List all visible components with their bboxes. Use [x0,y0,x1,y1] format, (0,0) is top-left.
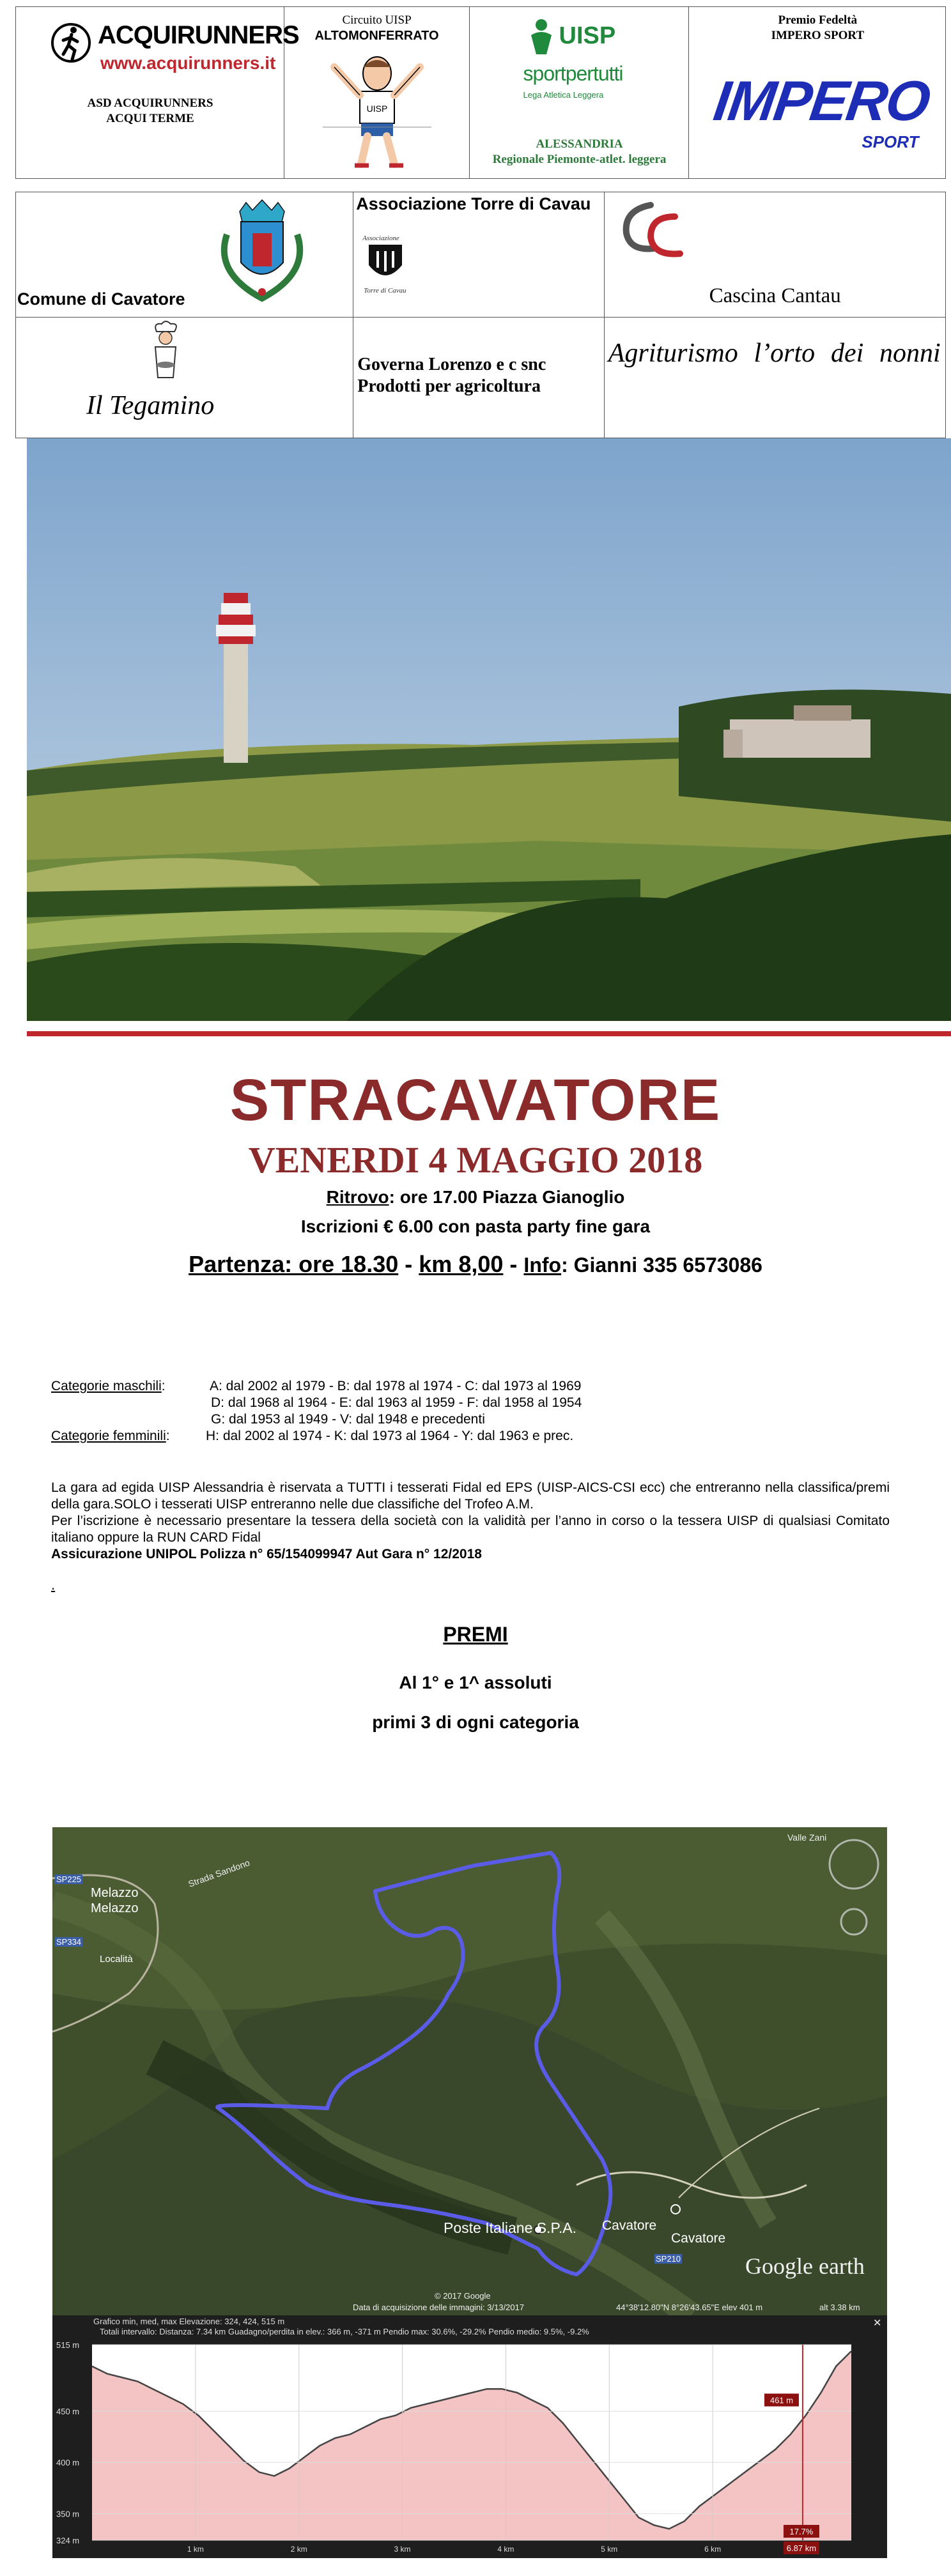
alt-label: alt 3.38 km [819,2303,860,2312]
torre-cell [353,192,604,318]
circuito-line1: Circuito UISP [342,13,412,27]
torre-logo-icon [366,240,405,284]
x-tick-label: 5 km [601,2545,618,2554]
poste-label: Poste Italiane S.P.A. [444,2220,576,2236]
km-label: km 8,00 [419,1251,504,1277]
info-value: : Gianni 335 6573086 [561,1254,762,1276]
profile-header-1: Grafico min, med, max Elevazione: 324, 424, 515 m [93,2317,285,2326]
melazzo-label-1: Melazzo [91,1886,139,1900]
y-tick-label: 324 m [56,2536,80,2545]
partenza-label: Partenza: ore 18.30 [189,1251,399,1277]
circuito-line2: ALTOMONFERRATO [314,29,439,43]
ritrovo-label: Ritrovo [326,1187,389,1207]
tegamino-label: Il Tegamino [86,390,215,420]
y-tick-label: 515 m [56,2340,80,2350]
ritrovo-value: : ore 17.00 Piazza Gianoglio [389,1187,625,1207]
cavatore-label: Comune di Cavatore [17,289,185,309]
maschili-row2: D: dal 1968 al 1964 - E: dal 1963 al 1959 - F: dal 1958 al 1954 [211,1395,582,1410]
cantau-cell [604,192,945,318]
event-title: STRACAVATORE [229,1068,722,1133]
sp210-label: SP210 [656,2254,681,2264]
impero-logo-sub: SPORT [862,132,919,151]
acquirunners-line1: ASD ACQUIRUNNERS [87,96,213,110]
partenza-line [0,1251,951,1278]
categorie-femminili-row: Categorie femminili: [51,1429,170,1443]
tegamino-cell [16,317,353,438]
sponsor-table-top [15,6,946,179]
premi-line2: primi 3 di ogni categoria [372,1712,579,1732]
svg-text:UISP: UISP [366,103,387,114]
femminili-row1: H: dal 2002 al 1974 - K: dal 1973 al 1964 - Y: dal 1963 e prec. [206,1429,574,1443]
divider-line [27,1031,951,1036]
regolamento-p1: La gara ad egida UISP Alessandria è riservata a TUTTI i tesserati Fidal ed EPS (UISP-AICS-CSI ecc) che entreranno nella classifica/premi della gara.SOLO i tesserati UISP entreranno nelle due classifiche del Trofeo A.M. [51,1480,890,1512]
y-tick-label: 450 m [56,2407,80,2417]
uisp-name: UISP [559,22,616,49]
governa-cell [353,317,604,438]
torre-label: Associazione Torre di Cavau [356,194,591,213]
impero-line2: IMPERO SPORT [771,29,865,42]
map-imagery [52,1827,887,2315]
info-label: Info [523,1254,562,1276]
sandono-label: Strada Sandono [187,1857,251,1889]
cavatore-map-label-1: Cavatore [602,2218,657,2233]
coat-of-arms-icon [201,196,323,305]
uisp-logo-icon [523,17,559,56]
separator-2: - [509,1251,518,1277]
marker-elev-label: 461 m [769,2395,793,2405]
sponsor-table-bottom [15,192,946,438]
uisp-line1: ALESSANDRIA [536,137,623,151]
uisp-cell [469,7,689,179]
premi-line1: Al 1° e 1^ assoluti [399,1673,552,1692]
maschili-label: Categorie maschili [51,1379,162,1393]
categorie-maschili-row1: Categorie maschili: [51,1379,166,1393]
profile-header-2: Totali intervallo: Distanza: 7.34 km Guadagno/perdita in elev.: 366 m, -371 m Pendio max: 30.6%, -29.2% Pendio medio: 9.5%, -9.2% [100,2327,589,2336]
event-date: VENERDI 4 MAGGIO 2018 [248,1139,703,1181]
governa-line1: Governa Lorenzo e c snc [357,354,546,374]
copyright-label: © 2017 Google [435,2291,491,2301]
governa-line2: Prodotti per agricoltura [357,376,541,396]
runner-mascot-icon [323,48,431,169]
iscrizioni-line: Iscrizioni € 6.00 con pasta party fine gara [300,1216,651,1236]
impero-cell [689,7,946,179]
acquisizione-label: Data di acquisizione delle immagini: 3/13/2017 [353,2303,525,2312]
cantau-label: Cascina Cantau [709,284,841,307]
maschili-row3: G: dal 1953 al 1949 - V: dal 1948 e precedenti [211,1412,485,1427]
sp225-label: SP225 [56,1874,82,1884]
uisp-line2: Regionale Piemonte-atlet. leggera [492,153,667,166]
y-tick-label: 350 m [56,2509,80,2519]
acquirunners-cell [16,7,299,179]
runner-logo-icon [50,17,91,68]
x-tick-label: 4 km [497,2545,514,2554]
chef-icon [146,320,185,384]
circuito-cell [284,7,469,179]
x-tick-label: 1 km [187,2545,204,2554]
assicurazione: Assicurazione UNIPOL Polizza n° 65/154099947 Aut Gara n° 12/2018 [51,1547,482,1561]
separator-1: - [405,1251,413,1277]
cavatore-cell [16,192,353,318]
regolamento-p2: Per l’iscrizione è necessario presentare la tessera della società con la validità per l’anno in corso o la tessera UISP di qualsiasi Comitato italiano oppure la RUN CARD Fidal [51,1514,890,1545]
vallezan-label: Valle Zani [787,1832,827,1843]
acquirunners-name: ACQUIRUNNERS [98,21,299,49]
elevation-profile[interactable] [52,2315,887,2558]
torre-sub1: Associazione [362,234,399,242]
acquirunners-url: www.acquirunners.it [100,53,276,73]
ritrovo-line [0,1187,951,1208]
agriturismo-label: Agriturismo l’orto dei nonni [608,338,941,368]
agriturismo-cell [604,317,945,438]
impero-logo-main: IMPERO [710,69,934,132]
localita-label: Località [100,1954,133,1965]
landscape-photo [27,438,951,1021]
google-earth-logo: Google earth [745,2253,865,2279]
uisp-slogan: sportpertutti [523,62,623,85]
x-tick-label: 2 km [290,2545,307,2554]
femminili-label: Categorie femminili [51,1429,166,1443]
sp334-label: SP334 [56,1937,82,1947]
cantau-logo-icon [611,197,688,264]
y-tick-label: 400 m [56,2458,80,2468]
maschili-row1: A: dal 2002 al 1979 - B: dal 1978 al 1974 - C: dal 1973 al 1969 [210,1379,582,1393]
satellite-map[interactable] [52,1827,887,2315]
premi-title: PREMI [443,1623,508,1646]
marker-km-label: 6.87 km [786,2543,817,2553]
profile-close-button[interactable]: ✕ [873,2318,882,2329]
torre-sub2: Torre di Cavau [364,287,406,295]
marker-pct-label: 17.7% [789,2527,814,2536]
acquirunners-line2: ACQUI TERME [106,112,194,125]
cavatore-map-label-2: Cavatore [671,2231,726,2246]
x-tick-label: 6 km [704,2545,722,2554]
x-tick-label: 3 km [394,2545,411,2554]
impero-line1: Premio Fedeltà [778,13,858,27]
elevation-chart [52,2338,887,2558]
melazzo-label-2: Melazzo [91,1901,139,1915]
stray-dot: . [51,1577,56,1593]
coords-label: 44°38'12.80"N 8°26'43.65"E elev 401 m [616,2303,763,2312]
uisp-sub: Lega Atletica Leggera [523,90,604,100]
